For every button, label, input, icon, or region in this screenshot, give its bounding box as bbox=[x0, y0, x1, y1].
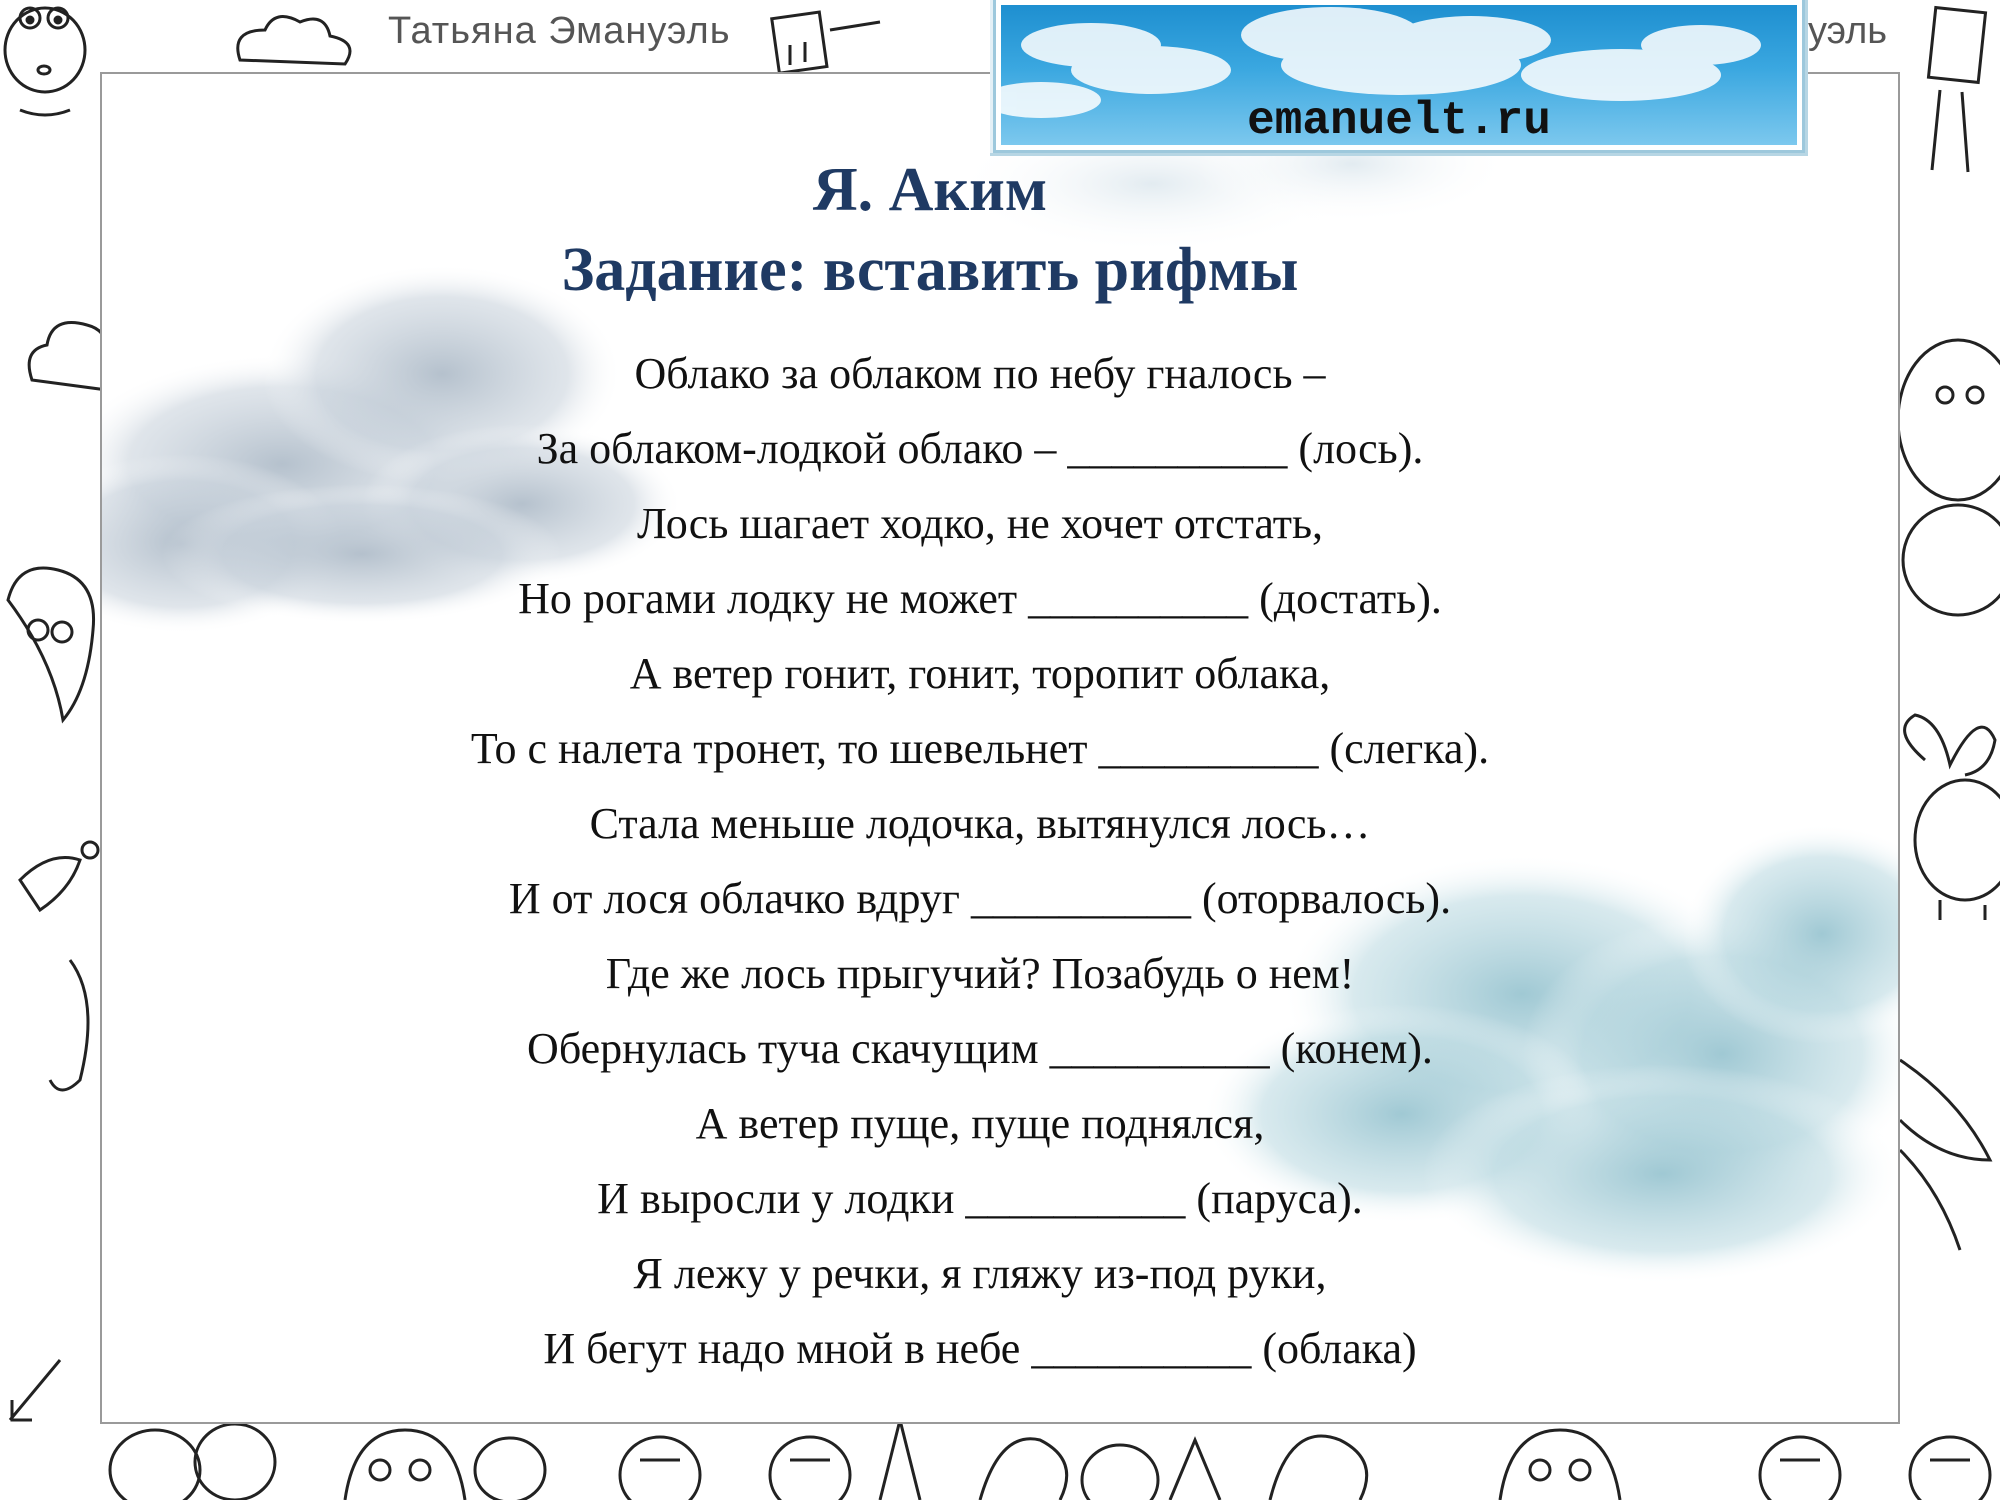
task-title: Задание: вставить рифмы bbox=[561, 236, 1299, 304]
poem-lines-list bbox=[0, 336, 1960, 1386]
poem-line: И от лося облачко вдруг __________ (оторвалось). bbox=[508, 874, 1452, 923]
music-card-doodle-icon bbox=[772, 12, 827, 73]
poem-line: За облаком-лодкой облако – __________ (лось). bbox=[536, 424, 1424, 473]
sky-banner bbox=[996, 0, 1802, 150]
poem-line: И выросли у лодки __________ (паруса). bbox=[597, 1174, 1363, 1223]
poem-line: Я лежу у речки, я гляжу из-под руки, bbox=[633, 1249, 1327, 1298]
poem-line: А ветер пуще, пуще поднялся, bbox=[695, 1099, 1265, 1148]
site-url-label: emanuelt.ru bbox=[1247, 95, 1551, 147]
header-author-name: Татьяна Эмануэль bbox=[388, 10, 731, 52]
bottom-doodle-row bbox=[110, 1420, 1990, 1500]
poem-author-title: Я. Аким bbox=[812, 156, 1048, 224]
poem-line: Стала меньше лодочка, вытянулся лось… bbox=[589, 799, 1371, 848]
poem-line: Где же лось прыгучий? Позабудь о нем! bbox=[605, 949, 1355, 998]
poem-line: Лось шагает ходко, не хочет отстать, bbox=[636, 499, 1324, 548]
frog-doodle-icon bbox=[5, 8, 85, 92]
cloud-doodle-icon bbox=[238, 17, 350, 64]
poem-line: И бегут надо мной в небе __________ (облака) bbox=[543, 1324, 1417, 1373]
poem-line: Облако за облаком по небу гналось – bbox=[634, 349, 1326, 398]
header-author-fragment: уэль bbox=[1808, 10, 1888, 52]
poem-line: Обернулась туча скачущим __________ (конем). bbox=[527, 1024, 1433, 1073]
card-doodle-right-icon bbox=[1928, 8, 1985, 83]
poem-line: То с налета тронет, то шевельнет __________ (слегка). bbox=[470, 724, 1490, 773]
poem-line: Но рогами лодку не может __________ (достать). bbox=[518, 574, 1442, 623]
poem-line: А ветер гонит, гонит, торопит облака, bbox=[629, 649, 1331, 698]
